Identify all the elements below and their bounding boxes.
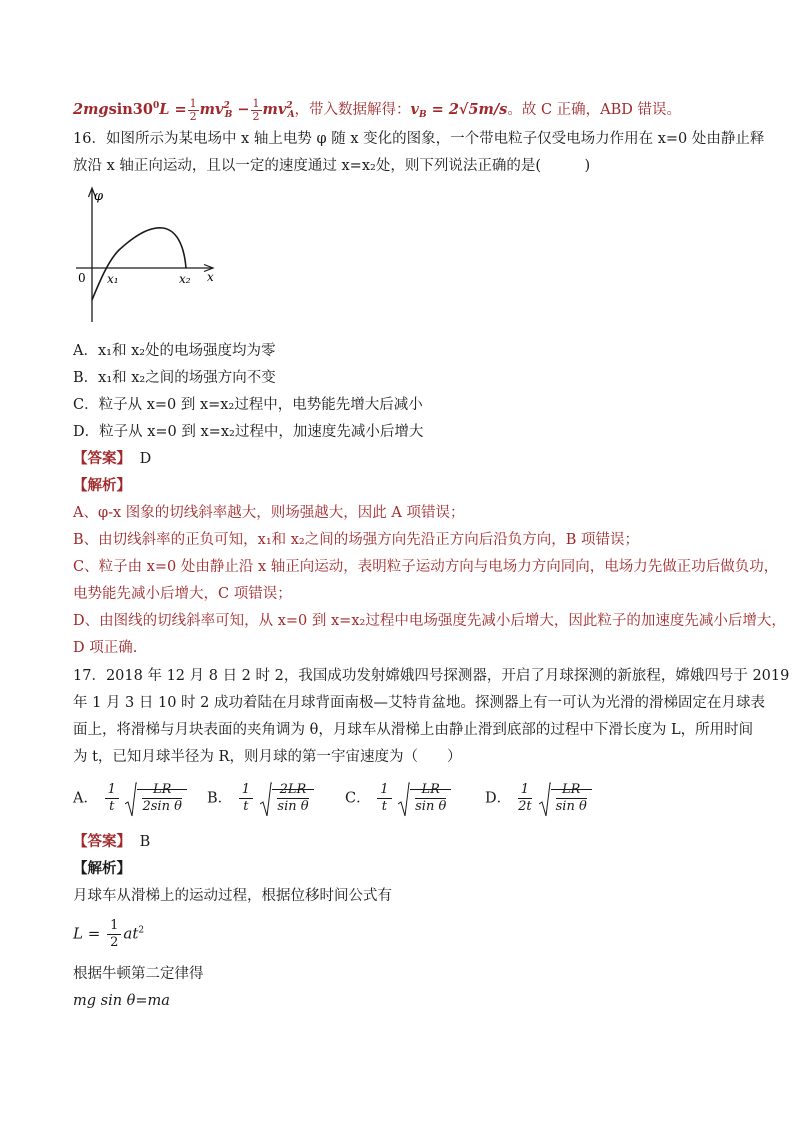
q17-answer-tag: 【答案】 xyxy=(73,833,131,850)
q17-option-a-label: A． xyxy=(73,790,98,807)
x-axis-label: x xyxy=(207,270,214,284)
top-formula-line: $2mgsin30^0L$ = $\frac{1}{2}$ $mv^2_B$ − $\frac{1}{2}$ $mv^2_A$，带入数据解得：$v_B = 2√5m/s$。故 C 正确，ABD 错误。 xyxy=(73,96,682,123)
q17-option-b-label: B． xyxy=(207,790,233,807)
top-text-post: 。故 C 正确，ABD 错误。 xyxy=(507,102,682,118)
q16-stem-line1: 16．如图所示为某电场中 x 轴上电势 φ 随 x 变化的图象，一个带电粒子仅受电场力作用在 x=0 处由静止释 xyxy=(73,131,765,147)
phi-axis-label: φ xyxy=(94,189,104,204)
q17-formula1 xyxy=(73,918,144,951)
q17-option-c xyxy=(345,782,451,815)
q16-option-a: A．x₁和 x₂处的电场强度均为零 xyxy=(73,343,276,359)
energy-equation: 2mg xyxy=(73,101,109,118)
q17-option-b-rad-num: 2LR xyxy=(277,782,310,799)
q17-formula2: mg sin θ=ma xyxy=(73,993,170,1009)
q17-option-b xyxy=(207,782,314,815)
q17-option-b-coef-num: 1 xyxy=(239,782,253,799)
q17-option-c-rad-den: sin θ xyxy=(415,799,447,814)
q17-formula1-frac-num: 1 xyxy=(107,918,121,935)
q17-option-a-coef-den: t xyxy=(109,799,115,814)
q17-formula1-exp: 2 xyxy=(138,925,145,936)
q16-option-c: C．粒子从 x=0 到 x=x₂过程中，电势能先增大后减小 xyxy=(73,397,423,413)
potential-curve xyxy=(92,228,186,300)
q16-analysis-b: B、由切线斜率的正负可知，x₁和 x₂之间的场强方向先沿正方向后沿负方向，B 项错误； xyxy=(73,532,640,548)
q17-option-c-coef-den: t xyxy=(381,799,387,814)
q16-analysis-d1: D、由图线的切线斜率可知，从 x=0 到 x=x₂过程中电场强度先减小后增大，因此粒子的加速度先减小后增大， xyxy=(73,613,786,629)
q17-analysis-line2: 根据牛顿第二定律得 xyxy=(73,966,204,982)
q17-answer xyxy=(73,832,150,852)
q16-analysis-tag: 【解析】 xyxy=(73,477,131,494)
q17-formula1-rhs: at xyxy=(123,924,139,943)
q16-stem-line2: 放沿 x 轴正向运动，且以一定的速度通过 x=x₂处，则下列说法正确的是( ) xyxy=(73,158,591,174)
q17-option-a xyxy=(73,782,187,815)
top-text-pre: ，带入数据解得： xyxy=(294,102,411,118)
origin-label: 0 xyxy=(78,271,86,285)
q16-analysis-d2: D 项正确. xyxy=(73,640,138,656)
potential-graph xyxy=(73,182,223,327)
q17-stem-line4: 为 t，已知月球半径为 R，则月球的第一宇宙速度为（ ） xyxy=(73,749,462,765)
q17-option-d-rad-num: LR xyxy=(556,782,587,799)
q17-stem-line3: 面上，将滑梯与月块表面的夹角调为 θ，月球车从滑梯上由静止滑到底部的过程中下滑长度为 L，所用时间 xyxy=(73,722,754,738)
q16-analysis-c1: C、粒子由 x=0 处由静止沿 x 轴正向运动，表明粒子运动方向与电场力方向同向，电场力先做正功后做负功， xyxy=(73,559,779,575)
q17-option-a-rad-den: 2sin θ xyxy=(142,799,182,814)
q16-option-d: D．粒子从 x=0 到 x=x₂过程中，加速度先减小后增大 xyxy=(73,424,424,440)
q17-stem-line1: 17．2018 年 12 月 8 日 2 时 2，我国成功发射嫦娥四号探测器，开启了月球探测的新旅程，嫦娥四号于 2019 xyxy=(73,668,790,684)
q17-option-d-rad-den: sin θ xyxy=(555,799,587,814)
q17-option-b-coef-den: t xyxy=(243,799,249,814)
q17-answer-value: B xyxy=(139,834,151,850)
q17-option-c-coef-num: 1 xyxy=(377,782,391,799)
velocity-result: $v_B = 2√5m/s$ xyxy=(410,101,508,120)
q17-option-a-coef-num: 1 xyxy=(105,782,119,799)
q17-option-a-rad-num: LR xyxy=(142,782,181,799)
q17-formula1-frac-den: 2 xyxy=(110,935,119,950)
q16-answer-tag: 【答案】 xyxy=(73,450,131,467)
q16-analysis-a: A、φ-x 图象的切线斜率越大，则场强越大，因此 A 项错误； xyxy=(73,505,465,521)
q17-stem-line2: 年 1 月 3 日 10 时 2 成功着陆在月球背面南极—艾特肯盆地。探测器上有一可认为光滑的滑梯固定在月球表 xyxy=(73,695,765,711)
q16-option-b: B．x₁和 x₂之间的场强方向不变 xyxy=(73,370,276,386)
q16-answer-value: D xyxy=(139,451,152,467)
q17-option-d-coef-num: 1 xyxy=(518,782,532,799)
q17-formula1-lhs: L = xyxy=(73,924,101,943)
q17-analysis-tag: 【解析】 xyxy=(73,860,131,877)
q17-option-b-rad-den: sin θ xyxy=(277,799,309,814)
q17-option-d xyxy=(485,782,592,815)
q17-analysis-line1: 月球车从滑梯上的运动过程，根据位移时间公式有 xyxy=(73,888,392,904)
q17-option-c-rad-num: LR xyxy=(415,782,446,799)
x1-label: x₁ xyxy=(107,272,119,286)
q17-option-d-coef-den: 2t xyxy=(518,799,532,814)
q16-answer xyxy=(73,449,151,469)
x2-label: x₂ xyxy=(179,272,191,286)
q16-analysis-c2: 电势能先减小后增大，C 项错误； xyxy=(73,586,292,602)
q17-option-d-label: D． xyxy=(485,790,512,807)
q17-option-c-label: C． xyxy=(345,790,371,807)
